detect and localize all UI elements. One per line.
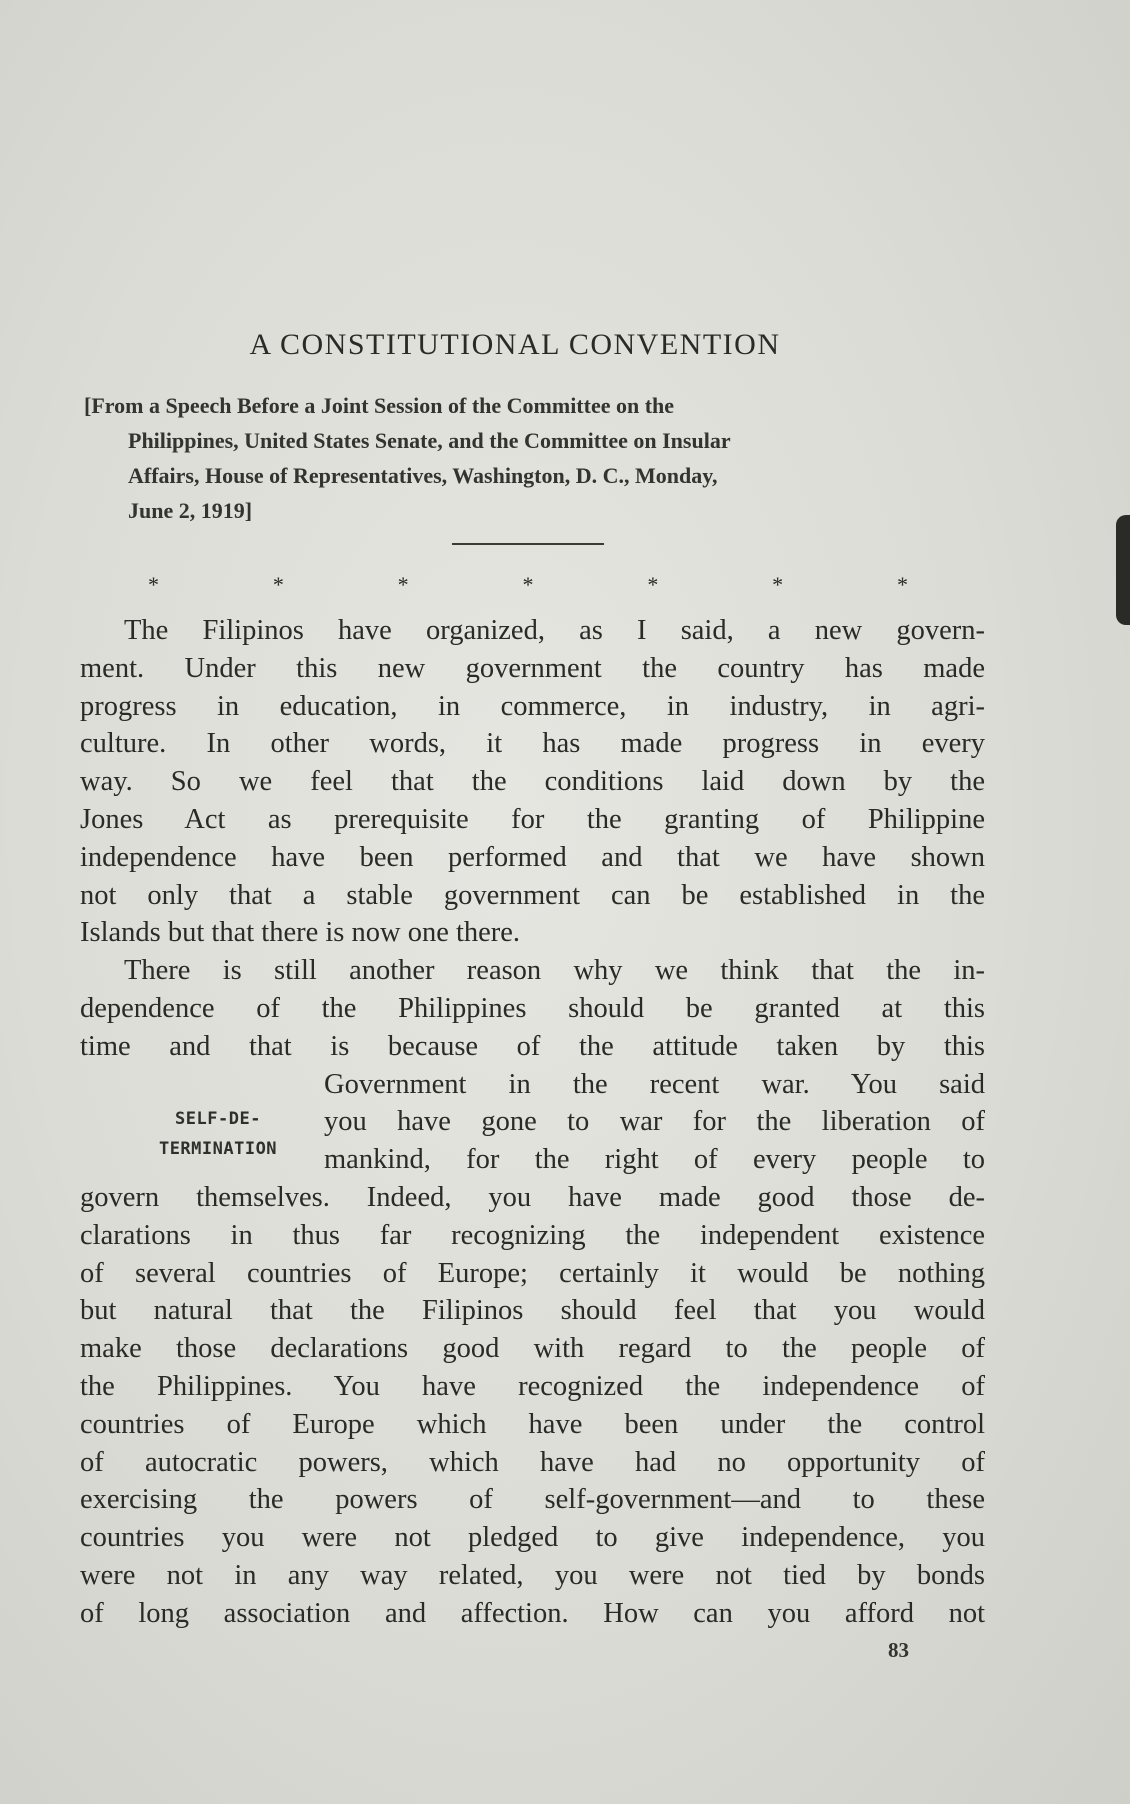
- star: *: [148, 572, 159, 597]
- text-line: you have gone to war for the liberation of: [324, 1106, 985, 1138]
- star: *: [397, 572, 409, 597]
- text-line: of several countries of Europe; certainly it would be nothing: [80, 1257, 985, 1289]
- text-line: countries of Europe which have been under the control: [80, 1408, 985, 1440]
- text-line: The Filipinos have organized, as I said, a new govern-: [124, 615, 985, 646]
- ellipsis-stars: [148, 572, 908, 598]
- source-line: [From a Speech Before a Joint Session of the Committee on the: [84, 393, 675, 418]
- text-line: mankind, for the right of every people to: [324, 1144, 985, 1176]
- source-line: June 2, 1919]: [128, 498, 253, 523]
- text-line: not only that a stable government can be established in the: [80, 879, 985, 911]
- source-line: Philippines, United States Senate, and the Committee on Insular: [128, 428, 731, 453]
- text-line: independence have been performed and that we have shown: [80, 841, 985, 873]
- text-line: exercising the powers of self-government—and to these: [80, 1484, 985, 1516]
- text-line: dependence of the Philippines should be granted at this: [80, 992, 985, 1024]
- text-line: Islands but that there is now one there.: [80, 917, 521, 949]
- sidenote-line: TERMINATION: [158, 1139, 278, 1159]
- text-line: Jones Act as prerequisite for the granting of Philippine: [80, 803, 985, 835]
- source-line: Affairs, House of Representatives, Washington, D. C., Monday,: [128, 463, 718, 488]
- text-line: but natural that the Filipinos should feel that you would: [80, 1295, 985, 1327]
- text-line: time and that is because of the attitude taken by this: [80, 1030, 985, 1062]
- source-note: [84, 388, 954, 528]
- text-line: progress in education, in commerce, in industry, in agri-: [80, 690, 985, 722]
- text-line: the Philippines. You have recognized the independence of: [80, 1370, 985, 1402]
- text-line: of long association and affection. How can you afford not: [80, 1597, 985, 1629]
- text-line: clarations in thus far recognizing the independent existence: [80, 1219, 985, 1251]
- text-line: of autocratic powers, which have had no opportunity of: [80, 1446, 985, 1478]
- text-line: make those declarations good with regard to the people of: [80, 1333, 985, 1365]
- star: *: [772, 572, 784, 597]
- star: *: [522, 572, 534, 597]
- text-line: There is still another reason why we think that the in-: [124, 955, 985, 987]
- text-line: ment. Under this new government the country has made: [80, 652, 985, 684]
- text-line: Government in the recent war. You said: [324, 1068, 985, 1100]
- star: *: [647, 572, 659, 597]
- divider-rule: [452, 543, 604, 545]
- star: *: [272, 572, 284, 597]
- page-title: A CONSTITUTIONAL CONVENTION: [249, 328, 781, 361]
- text-line: were not in any way related, you were not tied by bonds: [80, 1559, 985, 1591]
- text-line: govern themselves. Indeed, you have made good those de-: [80, 1181, 985, 1213]
- margin-sidenote: [118, 1104, 318, 1164]
- page-edge-mark: [1116, 515, 1130, 625]
- page-number: 83: [888, 1638, 909, 1662]
- text-line: way. So we feel that the conditions laid down by the: [80, 766, 985, 798]
- text-line: countries you were not pledged to give independence, you: [80, 1522, 985, 1554]
- text-line: culture. In other words, it has made progress in every: [80, 728, 985, 760]
- sidenote-line: SELF-DE-: [175, 1109, 261, 1129]
- star: *: [896, 572, 908, 597]
